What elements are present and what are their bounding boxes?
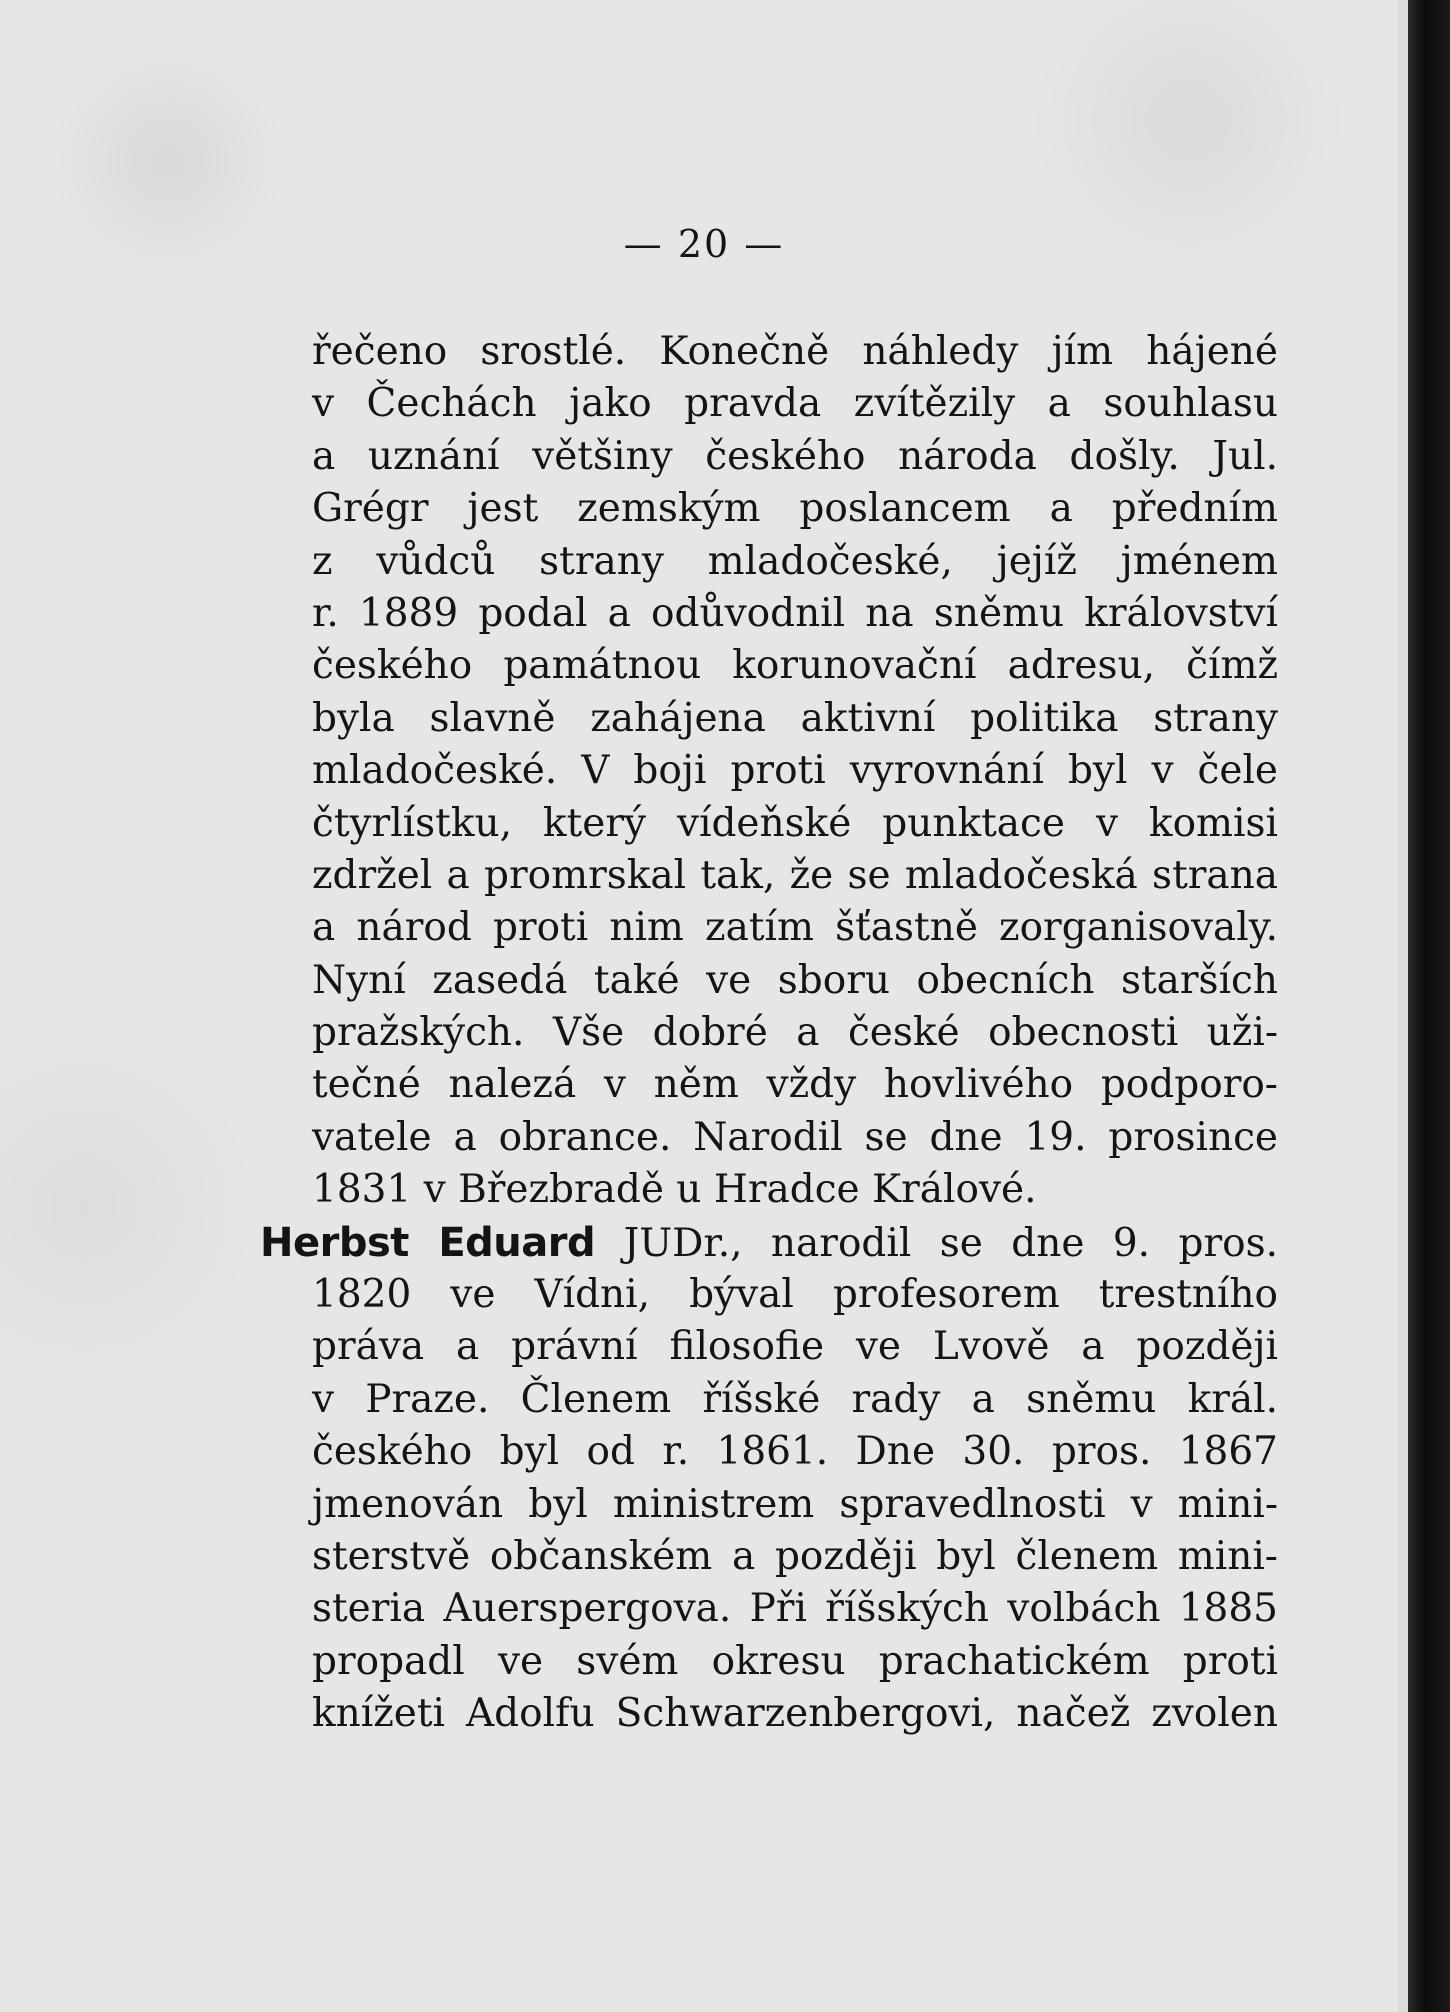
text-line: řečeno srostlé. Konečně náhledy jím hájené (312, 329, 1278, 374)
text-line: a národ proti nim zatím šťastně zorganisovaly. (312, 905, 1278, 951)
entry-first-line-text: JUDr., narodil se dne 9. pros. (623, 1220, 1279, 1266)
entry-name: Herbst Eduard (260, 1219, 596, 1266)
text-line: českého památnou korunovační adresu, čímž (312, 643, 1278, 689)
text-line: českého byl od r. 1861. Dne 30. pros. 1867 (312, 1429, 1278, 1475)
text-line: zdržel a promrskal tak, že se mladočeská strana (312, 852, 1278, 898)
text-line: tečné nalezá v něm vždy hovlivého podporo- (312, 1062, 1278, 1108)
text-line: r. 1889 podal a odůvodnil na sněmu království (312, 590, 1278, 636)
text-line: byla slavně zahájena aktivní politika strany (312, 695, 1278, 741)
text-line: knížeti Adolfu Schwarzenbergovi, načež zvolen (312, 1691, 1278, 1737)
book-binding-edge (1408, 0, 1450, 2012)
biographical-entry (260, 1217, 1279, 1741)
text-line: Grégr jest zemským poslancem a předním (312, 486, 1278, 532)
text-line: 1831 v Březbradě u Hradce Králové. (312, 1167, 1037, 1213)
text-line: propadl ve svém okresu prachatickém proti (312, 1638, 1278, 1684)
text-line: Nyní zasedá také ve sboru obecních starších (312, 957, 1278, 1003)
text-line: vatele a obrance. Narodil se dne 19. prosince (312, 1114, 1278, 1160)
text-line: čtyrlístku, který vídeňské punktace v komisi (312, 800, 1278, 846)
paragraph-continuation (312, 326, 1278, 1217)
text-line: sterstvě občanském a později byl členem mini- (312, 1533, 1278, 1579)
text-line: 1820 ve Vídni, býval profesorem trestního (312, 1272, 1278, 1318)
entry-first-line (260, 1217, 1278, 1269)
text-line: v Praze. Členem říšské rady a sněmu král. (312, 1376, 1278, 1422)
text-line: pražských. Vše dobré a české obecnosti uži- (312, 1010, 1278, 1056)
page-text (260, 326, 1279, 1741)
entry-body (312, 1269, 1278, 1741)
text-line: steria Auerspergova. Při říšských volbách 1885 (312, 1586, 1278, 1632)
text-line: mladočeské. V boji proti vyrovnání byl v čele (312, 748, 1278, 794)
page-number: — 20 — (623, 222, 785, 266)
text-line: v Čechách jako pravda zvítězily a souhlasu (312, 381, 1278, 427)
text-line: a uznání většiny českého národa došly. Jul. (312, 433, 1278, 479)
text-line: z vůdců strany mladočeské, jejíž jménem (312, 538, 1278, 584)
text-line: práva a právní filosofie ve Lvově a později (312, 1324, 1278, 1370)
text-line: jmenován byl ministrem spravedlnosti v mini- (312, 1481, 1278, 1527)
